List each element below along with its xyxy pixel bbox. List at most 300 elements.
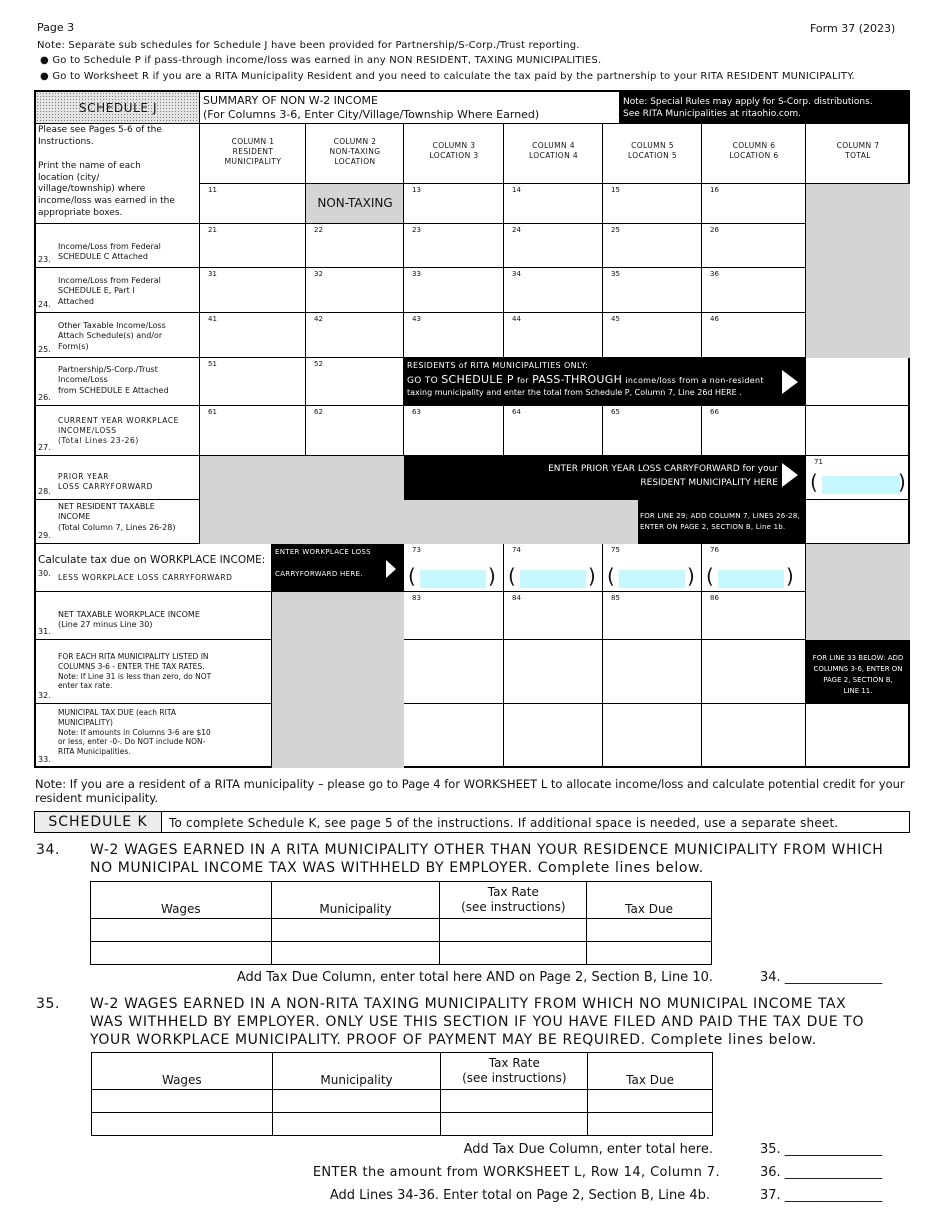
line-34-total-text: Add Tax Due Column, enter total here AND on Page 2, Section B, Line 10. [236, 970, 713, 985]
r24-col6-cell[interactable] [702, 268, 806, 313]
r28-label-cell [36, 456, 200, 500]
row-label-l3: Form(s) [58, 341, 89, 351]
header-bullet-2-text: Go to Worksheet R if you are a RITA Municipality Resident and you need to calculate the tax paid by the partnership to your RITA RESIDENT MUNICIPALITY. [52, 71, 855, 82]
row-label-l1: FOR EACH RITA MUNICIPALITY LISTED IN [58, 652, 209, 661]
column-header-1 [200, 124, 306, 184]
row-label-l4: enter tax rate. [58, 681, 113, 691]
close-paren: ) [488, 564, 496, 588]
line-29-box-line-1: FOR LINE 29; ADD COLUMN 7, LINES 26-28, [640, 512, 800, 520]
line-35-total-field[interactable]: 35. _______________ [760, 1142, 883, 1157]
workplace-loss-line-1: ENTER WORKPLACE LOSS [275, 548, 371, 556]
schedule-k-title: SCHEDULE K [35, 812, 162, 832]
row-label-l1: Income/Loss from Federal [58, 242, 161, 251]
column-header-l1: COLUMN 1 [231, 137, 275, 146]
r23-col5-cell[interactable] [603, 224, 702, 268]
row-label-l5: RITA Municipalities. [58, 747, 131, 756]
tax-due-cell[interactable] [588, 1090, 713, 1113]
r31-col6-cell[interactable] [702, 592, 806, 640]
r26-total-cell[interactable] [806, 358, 910, 406]
line-35-table [91, 1052, 713, 1136]
line-code: 75 [611, 546, 620, 554]
line-code: 65 [611, 408, 620, 416]
r31-col3-cell[interactable] [404, 592, 504, 640]
r33-col6-cell[interactable] [702, 704, 806, 768]
r27-col2-cell[interactable] [306, 406, 404, 456]
r30-col4-cell[interactable] [504, 544, 603, 592]
line-code: 46 [710, 315, 719, 323]
row-label-text [58, 365, 169, 396]
line-code: 64 [512, 408, 521, 416]
line-35-num: 35. [36, 996, 61, 1012]
line-number: 32. [38, 691, 51, 700]
line-number: 26. [38, 393, 51, 402]
row-label-l2: SCHEDULE E, Part I [58, 286, 135, 296]
line-code: 36 [710, 270, 719, 278]
column-header-6 [702, 124, 806, 184]
residents-pass-through-box [404, 358, 806, 406]
line-code: 52 [314, 360, 323, 368]
column-header-l3: MUNICIPALITY [224, 157, 282, 167]
line-number: 25. [38, 345, 51, 354]
close-paren: ) [687, 564, 695, 588]
header-note: Note: Separate sub schedules for Schedule J have been provided for Partnership/S-Corp./Trust reporting. [37, 40, 580, 51]
column-header-l2: RESIDENT [232, 147, 274, 157]
line-number: 23. [38, 255, 51, 264]
line-code: 13 [412, 186, 421, 194]
row-label-l2: MUNICIPALITY) [58, 717, 113, 727]
r25-col5-cell[interactable] [603, 313, 702, 358]
row-label-l2: INCOME [58, 512, 91, 522]
tax-rate-label: Tax Rate [487, 884, 539, 899]
r32-col4-cell[interactable] [504, 640, 603, 704]
prior-year-line-2: RESIDENT MUNICIPALITY HERE [640, 478, 778, 488]
row-label-l3: (Total Column 7, Lines 26-28) [58, 522, 176, 532]
line-33-box-line-1: FOR LINE 33 BELOW: ADD [812, 654, 904, 662]
line-code: 14 [512, 186, 521, 194]
r23-col4-cell[interactable] [504, 224, 603, 268]
r25-col4-cell[interactable] [504, 313, 603, 358]
line-code: 43 [412, 315, 421, 323]
wages-cell[interactable] [92, 1113, 273, 1136]
workplace-loss-line-2: CARRYFORWARD HERE. [275, 570, 363, 578]
close-paren: ) [588, 564, 596, 588]
line-code: 83 [412, 594, 421, 602]
column-header-l2: TOTAL [845, 151, 871, 161]
line-code: 84 [512, 594, 521, 602]
municipality-cell[interactable] [272, 1090, 441, 1113]
line-code: 45 [611, 315, 620, 323]
line-code: 26 [710, 226, 719, 234]
line-33-instruction-box [806, 640, 910, 704]
workplace-loss-box [272, 544, 404, 592]
residents-line-2 [407, 373, 764, 386]
open-paren: ( [508, 564, 516, 588]
schedule-k-header [34, 811, 910, 833]
r31-label-cell [36, 592, 272, 640]
row-label-text [58, 502, 175, 533]
r27-total-cell[interactable] [806, 406, 910, 456]
r33-total-cell[interactable] [806, 704, 910, 768]
header-bullet-1: ● Go to Schedule P if pass-through income/loss was earned in any NON RESIDENT, TAXING MUNICIPALITIES. [40, 55, 602, 66]
residents-line-1: RESIDENTS of RITA MUNICIPALITIES ONLY: [407, 361, 589, 370]
special-rules-line-1: Note: Special Rules may apply for S-Corp. distributions. [623, 97, 873, 107]
tax-due-cell[interactable] [587, 919, 712, 942]
row-label-l1: Calculate tax due on WORKPLACE INCOME: [38, 554, 266, 566]
row-label-l3: from SCHEDULE E Attached [58, 385, 169, 395]
column-header-l1: COLUMN 5 [631, 141, 674, 150]
header-bullet-2: ● Go to Worksheet R if you are a RITA Municipality Resident and you need to calculate the tax paid by the partnership to your RITA RESIDENT MUNICIPALITY. [40, 71, 855, 82]
row-label-l3: Note: If amounts in Columns 3-6 are $10 [58, 727, 211, 737]
line-code: 33 [412, 270, 421, 278]
r33-col3-cell[interactable] [404, 704, 504, 768]
column-header-3 [404, 124, 504, 184]
form-id: Form 37 (2023) [810, 22, 896, 35]
line-34-text-1: W-2 WAGES EARNED IN A RITA MUNICIPALITY OTHER THAN YOUR RESIDENCE MUNICIPALITY FROM WHICH [90, 842, 884, 858]
residents-line-3: taxing municipality and enter the total from Schedule P, Column 7, Line 26d HERE . [407, 388, 742, 397]
row-label-l4: or less, enter -0-. Do NOT include NON- [58, 737, 206, 747]
row-label-l1: MUNICIPAL TAX DUE (each RITA [58, 708, 176, 717]
r25-label-cell [36, 313, 200, 358]
row-label-l3: Attached [58, 296, 94, 306]
line-code: 74 [512, 546, 521, 554]
line-number: 24. [38, 300, 51, 309]
tax-due-header: Tax Due [587, 882, 712, 919]
prior-year-line-1: ENTER PRIOR YEAR LOSS CARRYFORWARD for your [548, 464, 778, 474]
r24-col3-cell[interactable] [404, 268, 504, 313]
column-header-text [702, 141, 806, 161]
line-code: 25 [611, 226, 620, 234]
r23-col2-cell[interactable] [306, 224, 404, 268]
r27-col5-cell[interactable] [603, 406, 702, 456]
line-code: 35 [611, 270, 620, 278]
column-header-l2: LOCATION 4 [528, 151, 579, 161]
row-label-l3: Note: If Line 31 is less than zero, do NOT [58, 671, 212, 681]
line-35-total-text: Add Tax Due Column, enter total here. [463, 1142, 713, 1157]
loss-carryforward-input[interactable] [420, 570, 486, 588]
row-label-text [58, 610, 200, 631]
row-label-l1: PRIOR YEAR [58, 472, 110, 481]
line-code: 44 [512, 315, 521, 323]
tax-rate-cell[interactable] [440, 919, 587, 942]
r24-col1-cell[interactable] [200, 268, 306, 313]
line-number: 29. [38, 531, 51, 540]
line-29-box-line-2: ENTER ON PAGE 2, SECTION B, Line 1b. [640, 523, 786, 531]
line-29-instruction-box [638, 500, 806, 544]
gray-block-28-29 [200, 456, 404, 544]
open-paren: ( [607, 564, 615, 588]
line-code: 61 [208, 408, 217, 416]
column-header-l1: COLUMN 4 [532, 141, 575, 150]
instructions-text-1: Please see Pages 5-6 of the Instructions. [38, 125, 162, 147]
open-paren: ( [408, 564, 416, 588]
r30-label-cell [36, 544, 272, 592]
row-label-l1: NET TAXABLE WORKPLACE INCOME [58, 610, 200, 619]
municipality-header: Municipality [271, 882, 440, 919]
row-label-l1: NET RESIDENT TAXABLE [58, 502, 155, 511]
line-code: 85 [611, 594, 620, 602]
row-label-text [58, 276, 161, 307]
line-code: 76 [710, 546, 719, 554]
line-33-box-line-2: COLUMNS 3-6, ENTER ON [813, 665, 903, 673]
gray-block-29-mid [404, 500, 638, 544]
r24-label-cell [36, 268, 200, 313]
line-36-text: ENTER the amount from WORKSHEET L, Row 14, Column 7. [312, 1165, 720, 1180]
schedule-j [34, 90, 910, 768]
r25-col6-cell[interactable] [702, 313, 806, 358]
row-label-text [58, 416, 179, 445]
municipality-cell[interactable] [272, 1113, 441, 1136]
arrow-right-icon [386, 560, 396, 578]
wages-cell[interactable] [92, 1090, 273, 1113]
schedule-j-title-box [36, 92, 200, 124]
wages-header: Wages [92, 1053, 273, 1090]
r11-col5-cell[interactable] [603, 184, 702, 224]
line-code: 66 [710, 408, 719, 416]
column-header-l2: LOCATION 3 [429, 151, 479, 161]
row-label-l2: Attach Schedule(s) and/or [58, 331, 163, 341]
line-71-input[interactable] [822, 476, 900, 494]
line-29-total-cell[interactable] [806, 500, 910, 544]
r11-col4-cell[interactable] [504, 184, 603, 224]
r32-col5-cell[interactable] [603, 640, 702, 704]
instructions-text-2: Print the name of each location (city/ village/township) where income/loss was earned in the appropriate boxes. [38, 161, 175, 218]
r24-col5-cell[interactable] [603, 268, 702, 313]
line-code: 22 [314, 226, 323, 234]
line-37-field[interactable]: 37. _______________ [760, 1188, 883, 1203]
line-34-num: 34. [36, 842, 61, 858]
r26-col1-cell[interactable] [200, 358, 306, 406]
row-label-text [58, 242, 161, 263]
residents-pass-through: PASS-THROUGH [532, 373, 623, 386]
row-label-text [58, 652, 211, 691]
line-71-cell[interactable] [806, 456, 910, 500]
residents-goto: GO TO [407, 376, 439, 386]
residents-income-loss: income/loss from a non-resident [625, 376, 764, 385]
wages-cell[interactable] [91, 919, 272, 942]
r27-col3-cell[interactable] [404, 406, 504, 456]
municipality-cell[interactable] [271, 942, 440, 965]
r24-col2-cell[interactable] [306, 268, 404, 313]
line-35-text-2: WAS WITHHELD BY EMPLOYER. ONLY USE THIS SECTION IF YOU HAVE FILED AND PAID THE TAX DUE TO [90, 1014, 865, 1030]
schedule-k-text: To complete Schedule K, see page 5 of the instructions. If additional space is needed, use a separate sheet. [169, 816, 839, 830]
line-37-text: Add Lines 34-36. Enter total on Page 2, Section B, Line 4b. [329, 1188, 710, 1203]
column-header-text [603, 141, 702, 161]
line-33-box-line-4: LINE 11. [843, 687, 873, 695]
line-33-box-line-3: PAGE 2, SECTION B, [823, 676, 893, 684]
line-code: 23 [412, 226, 421, 234]
municipality-cell[interactable] [271, 919, 440, 942]
loss-carryforward-input[interactable] [718, 570, 784, 588]
line-number: 28. [38, 487, 51, 496]
column-header-2 [306, 124, 404, 184]
r32-col3-cell[interactable] [404, 640, 504, 704]
row-label-l2: LOSS CARRYFORWARD [58, 481, 154, 491]
r33-col5-cell[interactable] [603, 704, 702, 768]
row-label-l2: (Line 27 minus Line 30) [58, 620, 153, 630]
summary-line-1: SUMMARY OF NON W-2 INCOME [203, 94, 378, 107]
line-code: 63 [412, 408, 421, 416]
row-label-l1: Income/Loss from Federal [58, 276, 161, 285]
line-35-text-3: YOUR WORKPLACE MUNICIPALITY. PROOF OF PAYMENT MAY BE REQUIRED. Complete lines below. [90, 1032, 817, 1048]
col2-gray-block-31-33 [272, 592, 404, 768]
line-number: 33. [38, 755, 51, 764]
column-header-l2: LOCATION 5 [627, 151, 678, 161]
tax-rate-sub: (see instructions) [461, 900, 566, 915]
line-code: 73 [412, 546, 421, 554]
col7-gray-block-top [806, 184, 910, 358]
summary-box [200, 92, 620, 124]
open-paren: ( [706, 564, 714, 588]
residents-schedule-p: SCHEDULE P [441, 373, 514, 386]
column-header-text [404, 141, 504, 161]
prior-year-loss-box [404, 456, 806, 500]
tax-rate-cell[interactable] [441, 1113, 588, 1136]
tax-rate-label: Tax Rate [488, 1055, 540, 1070]
line-number: 30. [38, 569, 51, 578]
line-code: 62 [314, 408, 323, 416]
r23-col6-cell[interactable] [702, 224, 806, 268]
row-label-text [58, 321, 166, 352]
non-taxing-label: NON-TAXING [317, 196, 393, 210]
line-number: 27. [38, 443, 51, 452]
line-35-text-1: W-2 WAGES EARNED IN A NON-RITA TAXING MUNICIPALITY FROM WHICH NO MUNICIPAL INCOME TAX [90, 996, 847, 1012]
r25-col3-cell[interactable] [404, 313, 504, 358]
column-header-5 [603, 124, 702, 184]
column-header-text [200, 137, 306, 167]
arrow-right-icon [782, 370, 798, 394]
row-label-l2: LESS WORKPLACE LOSS CARRYFORWARD [58, 573, 233, 582]
resident-note: Note: If you are a resident of a RITA municipality – please go to Page 4 for WORKSHEET L to allocate income/loss and calculate potential credit for your resident municipality. [35, 777, 905, 806]
row-label-text [58, 472, 153, 492]
summary-line-2: (For Columns 3-6, Enter City/Village/Township Where Earned) [203, 108, 540, 121]
column-header-7 [806, 124, 910, 184]
r27-col1-cell[interactable] [200, 406, 306, 456]
close-paren: ) [898, 470, 906, 494]
r23-col1-cell[interactable] [200, 224, 306, 268]
r11-col1-cell[interactable] [200, 184, 306, 224]
arrow-right-icon [782, 463, 798, 487]
tax-rate-cell[interactable] [441, 1090, 588, 1113]
column-header-text [806, 141, 910, 161]
row-label-l2: SCHEDULE C Attached [58, 252, 148, 262]
r30-col6-cell[interactable] [702, 544, 806, 592]
line-number: 31. [38, 627, 51, 636]
line-code: 21 [208, 226, 217, 234]
row-label-l1: Partnership/S-Corp./Trust [58, 365, 158, 374]
r31-col5-cell[interactable] [603, 592, 702, 640]
r27-label-cell [36, 406, 200, 456]
line-code: 41 [208, 315, 217, 323]
column-header-l2: NON-TAXING [329, 147, 381, 157]
column-header-l3: LOCATION [334, 157, 376, 167]
column-header-text [504, 141, 603, 161]
row-label-l1: CURRENT YEAR WORKPLACE [58, 416, 180, 425]
tax-due-cell[interactable] [587, 942, 712, 965]
column-header-text [306, 137, 404, 167]
r25-col1-cell[interactable] [200, 313, 306, 358]
column-header-l1: COLUMN 2 [333, 137, 377, 146]
municipality-header: Municipality [272, 1053, 441, 1090]
r33-col4-cell[interactable] [504, 704, 603, 768]
line-34-total-field[interactable]: 34. _______________ [760, 970, 883, 985]
line-code: 11 [208, 186, 217, 194]
line-code: 31 [208, 270, 217, 278]
tax-rate-sub: (see instructions) [462, 1071, 567, 1086]
line-36-field[interactable]: 36. _______________ [760, 1165, 883, 1180]
loss-carryforward-input[interactable] [619, 570, 685, 588]
r27-col4-cell[interactable] [504, 406, 603, 456]
r23-col3-cell[interactable] [404, 224, 504, 268]
r33-label-cell [36, 704, 272, 768]
wages-header: Wages [91, 882, 272, 919]
r24-col4-cell[interactable] [504, 268, 603, 313]
column-header-4 [504, 124, 603, 184]
r32-col6-cell[interactable] [702, 640, 806, 704]
loss-carryforward-input[interactable] [520, 570, 586, 588]
line-code: 34 [512, 270, 521, 278]
line-code: 16 [710, 186, 719, 194]
r32-label-cell [36, 640, 272, 704]
column-header-l1: COLUMN 7 [836, 141, 880, 150]
special-rules-note [620, 92, 910, 124]
row-label-l2: Income/Loss [58, 375, 108, 385]
tax-rate-cell[interactable] [440, 942, 587, 965]
tax-due-header: Tax Due [588, 1053, 713, 1090]
line-code: 86 [710, 594, 719, 602]
line-code: 24 [512, 226, 521, 234]
r31-col4-cell[interactable] [504, 592, 603, 640]
wages-cell[interactable] [91, 942, 272, 965]
line-34-table [90, 881, 712, 965]
r30-col5-cell[interactable] [603, 544, 702, 592]
row-label-text [58, 708, 211, 757]
r11-col2-cell[interactable] [306, 184, 404, 224]
line-code-71: 71 [814, 458, 823, 466]
tax-rate-header [440, 882, 587, 919]
special-rules-line-2: See RITA Municipalities at ritaohio.com. [623, 109, 801, 119]
instructions-cell [36, 124, 200, 224]
row-label-l2: INCOME/LOSS [58, 425, 117, 435]
header-bullet-1-text: Go to Schedule P if pass-through income/loss was earned in any NON RESIDENT, TAXING MUNICIPALITIES. [52, 55, 602, 66]
page-number: Page 3 [37, 21, 75, 34]
r26-label-cell [36, 358, 200, 406]
line-code: 32 [314, 270, 323, 278]
col7-gray-block-30-31 [806, 544, 910, 640]
column-header-l1: COLUMN 6 [732, 141, 776, 150]
residents-for: for [516, 376, 529, 385]
line-34-text-2: NO MUNICIPAL INCOME TAX WAS WITHHELD BY EMPLOYER. Complete lines below. [90, 860, 704, 876]
r23-label-cell [36, 224, 200, 268]
schedule-j-title: SCHEDULE J [78, 101, 158, 115]
column-header-l1: COLUMN 3 [432, 141, 476, 150]
tax-rate-header [441, 1053, 588, 1090]
r25-col2-cell[interactable] [306, 313, 404, 358]
r30-col3-cell[interactable] [404, 544, 504, 592]
r29-label-cell [36, 500, 200, 544]
column-header-l2: LOCATION 6 [729, 151, 779, 161]
line-code: 42 [314, 315, 323, 323]
tax-due-cell[interactable] [588, 1113, 713, 1136]
row-label-l3: (Total Lines 23-26) [58, 435, 139, 445]
row-label-l1: Other Taxable Income/Loss [58, 321, 166, 330]
row-label-l2: COLUMNS 3-6 - ENTER THE TAX RATES. [58, 661, 205, 671]
close-paren: ) [786, 564, 794, 588]
r11-col3-cell[interactable] [404, 184, 504, 224]
r27-col6-cell[interactable] [702, 406, 806, 456]
r11-col6-cell[interactable] [702, 184, 806, 224]
r26-col2-cell[interactable] [306, 358, 404, 406]
open-paren: ( [810, 470, 818, 494]
